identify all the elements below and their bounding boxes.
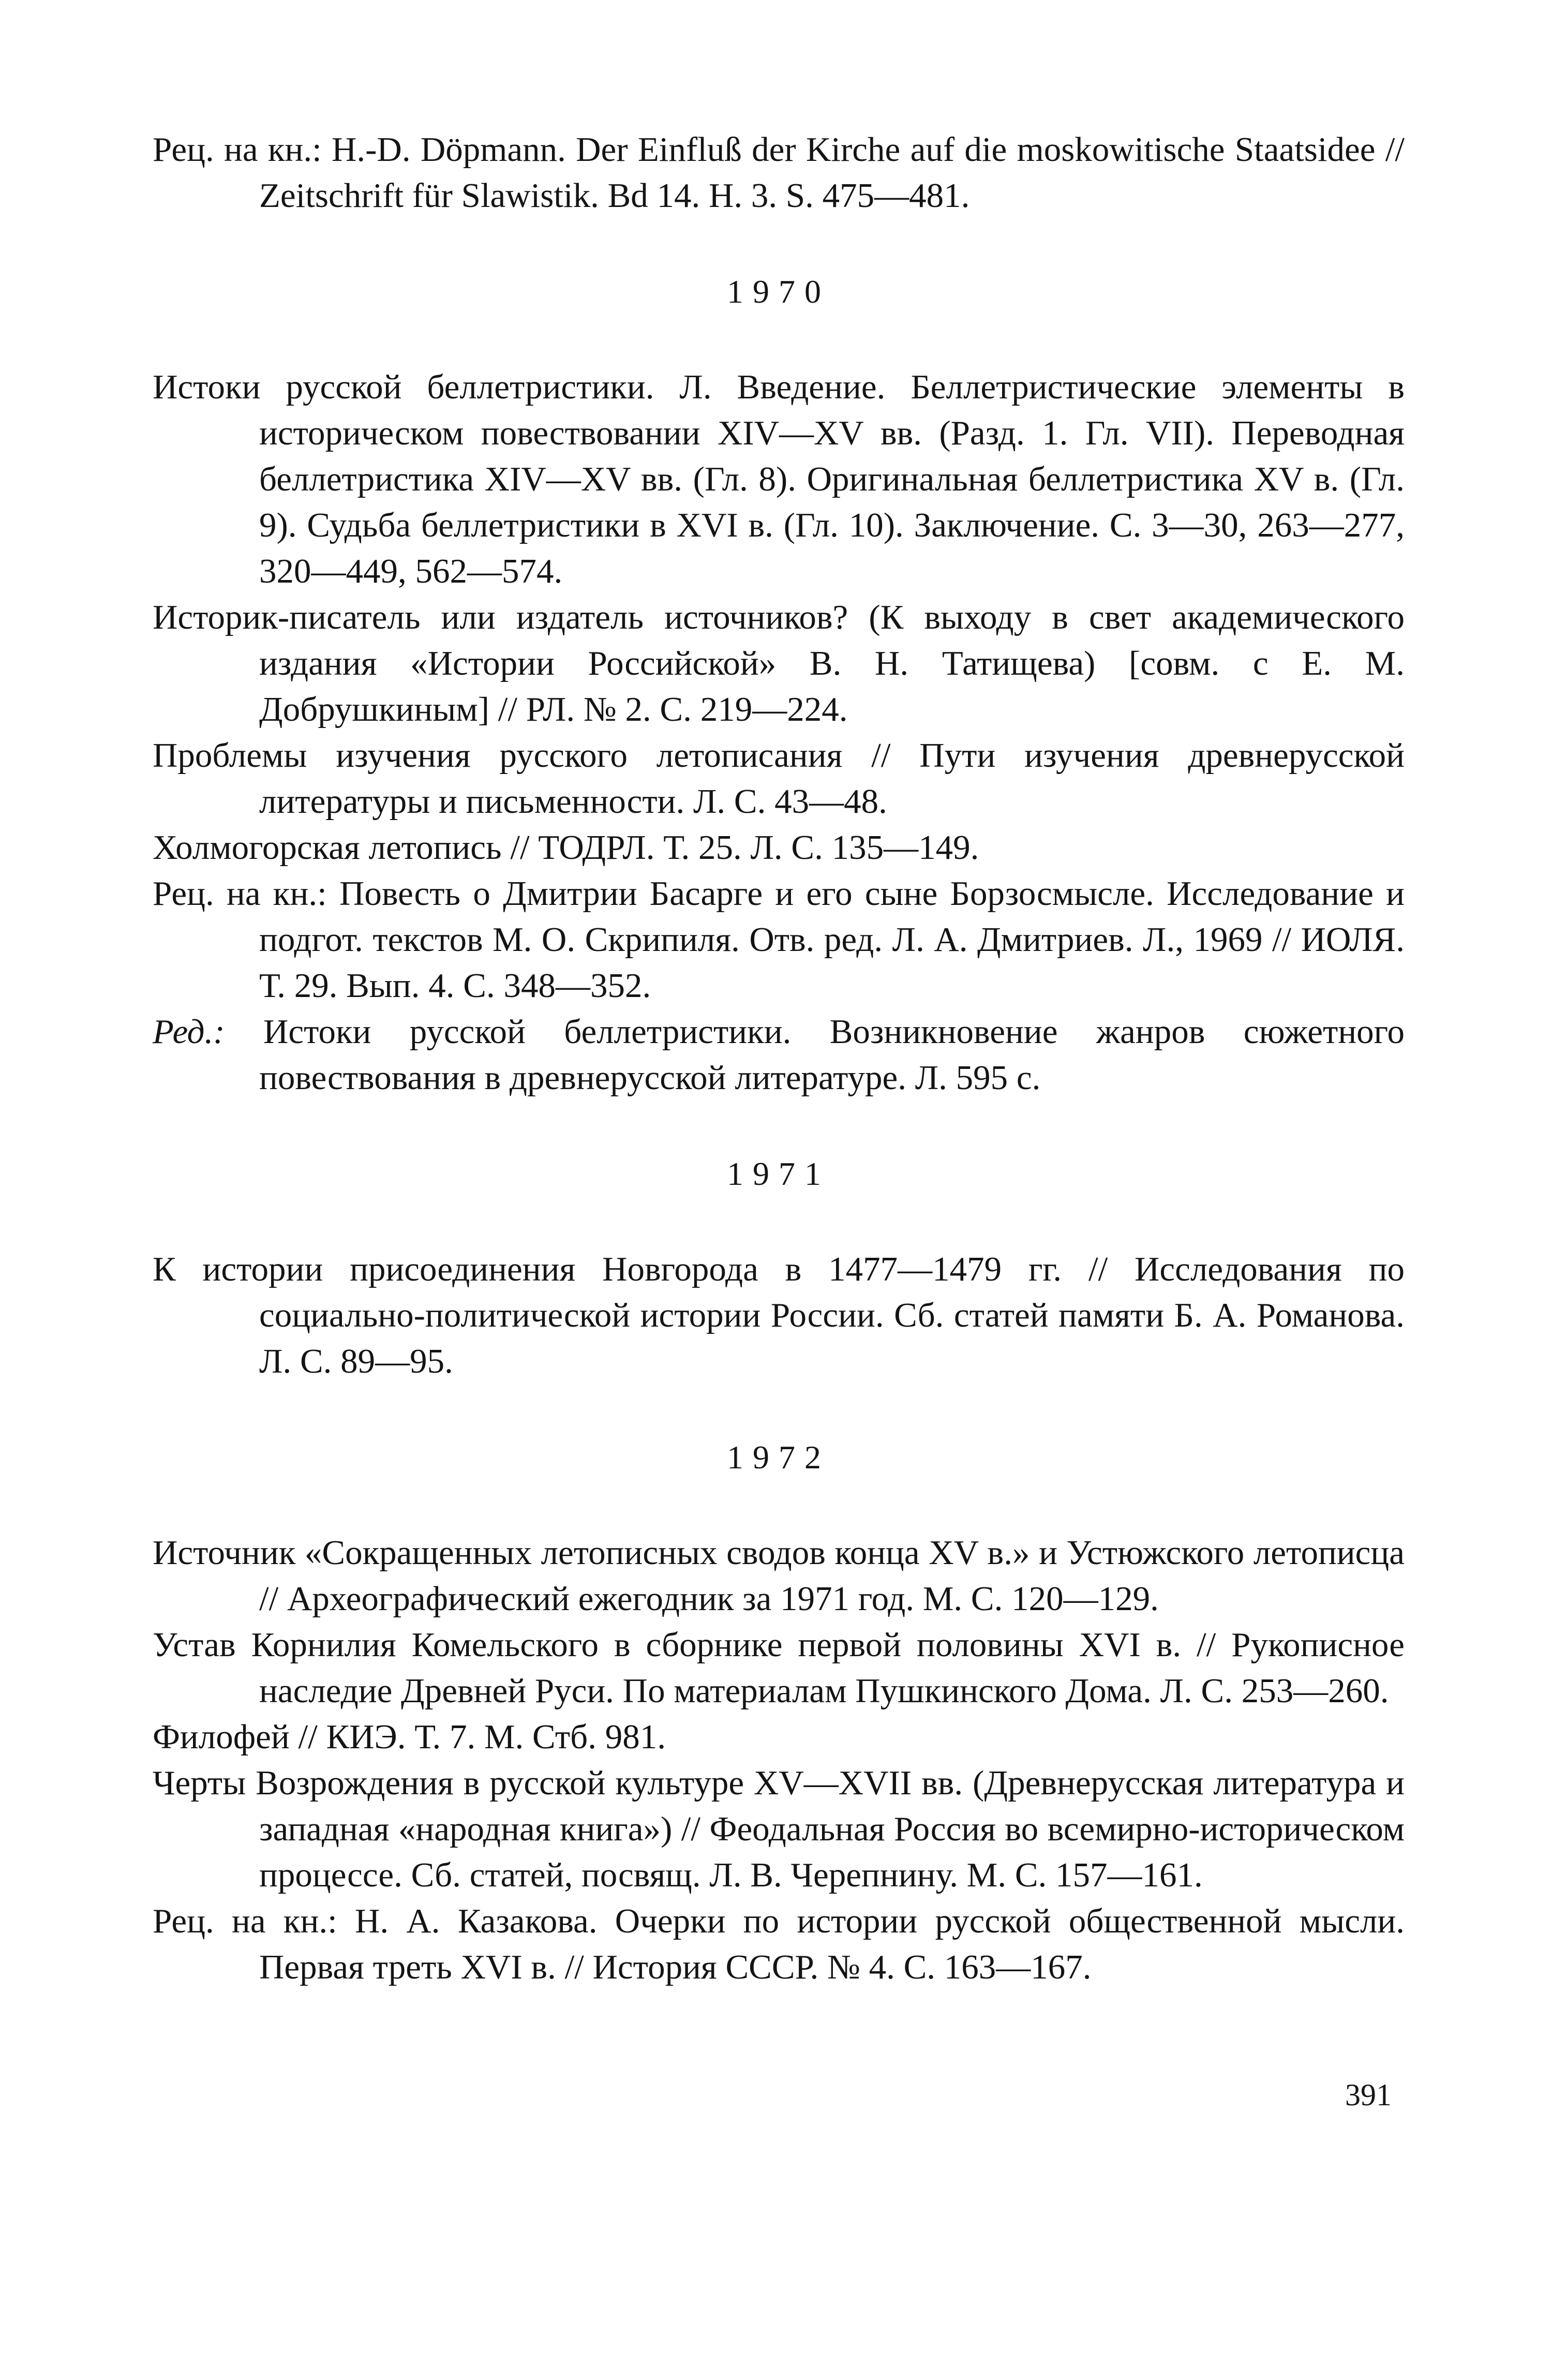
year-heading: 1971 <box>727 1155 830 1192</box>
bibliography-entry: К истории присоединения Новгорода в 1477—1479 гг. // Исследования по социально-политической истории России. Сб. статей памяти Б. А. Романова. Л. С. 89—95. <box>153 1250 1405 1380</box>
year-heading: 1970 <box>727 273 830 310</box>
bibliography-entry: Источник «Сокращенных летописных сводов конца XV в.» и Устюжского летописца // Археографический ежегодник за 1971 год. М. С. 120—129. <box>153 1534 1405 1618</box>
bibliography-entry: Проблемы изучения русского летописания // Пути изучения древнерусской литературы и письменности. Л. С. 43—48. <box>153 736 1405 821</box>
page-number: 391 <box>1345 2078 1392 2112</box>
bibliography-page <box>153 127 1405 1990</box>
bibliography-entry: Истоки русской беллетристики. Л. Введение. Беллетристические элементы в историческом повествовании XIV—XV вв. (Разд. 1. Гл. VII). Переводная беллетристика XIV—XV вв. (Гл. 8). Оригинальная беллетристика XV в. (Гл. 9). Судьба беллетристики в XVI в. (Гл. 10). Заключение. С. 3—30, 263—277, 320—449, 562—574. <box>153 368 1405 590</box>
bibliography-entry: Ред.: Истоки русской беллетристики. Возникновение жанров сюжетного повествования в древнерусской литературе. Л. 595 с. <box>153 1013 1405 1097</box>
bibliography-entry: Рец. на кн.: Н. А. Казакова. Очерки по истории русской общественной мысли. Первая треть XVI в. // История СССР. № 4. С. 163—167. <box>153 1902 1405 1986</box>
bibliography-entry: Рец. на кн.: Повесть о Дмитрии Басарге и его сыне Борзосмысле. Исследование и подгот. текстов М. О. Скрипиля. Отв. ред. Л. А. Дмитриев. Л., 1969 // ИОЛЯ. Т. 29. Вып. 4. С. 348—352. <box>153 874 1405 1005</box>
year-heading: 1972 <box>727 1439 830 1476</box>
bibliography-entry: Холмогорская летопись // ТОДРЛ. Т. 25. Л. С. 135—149. <box>153 828 979 867</box>
bibliography-entry: Устав Корнилия Комельского в сборнике первой половины XVI в. // Рукописное наследие Древней Руси. По материалам Пушкинского Дома. Л. С. 253—260. <box>153 1626 1405 1710</box>
bibliography-entry: Историк-писатель или издатель источников? (К выходу в свет академического издания «Истории Российской» В. Н. Татищева) [совм. с Е. М. Добрушкиным] // РЛ. № 2. С. 219—224. <box>153 598 1405 728</box>
bibliography-entry: Рец. на кн.: H.-D. Döpmann. Der Einfluß der Kirche auf die moskowitische Staatsidee // Zeitschrift für Slawistik. Bd 14. H. 3. S. 475—481. <box>153 130 1405 215</box>
editor-label: Ред.: <box>153 1013 225 1051</box>
bibliography-entry: Черты Возрождения в русской культуре XV—XVII вв. (Древнерусская литература и западная «народная книга») // Феодальная Россия во всемирно-историческом процессе. Сб. статей, посвящ. Л. В. Черепнину. М. С. 157—161. <box>153 1764 1405 1894</box>
bibliography-entry: Филофей // КИЭ. Т. 7. М. Стб. 981. <box>153 1718 666 1756</box>
